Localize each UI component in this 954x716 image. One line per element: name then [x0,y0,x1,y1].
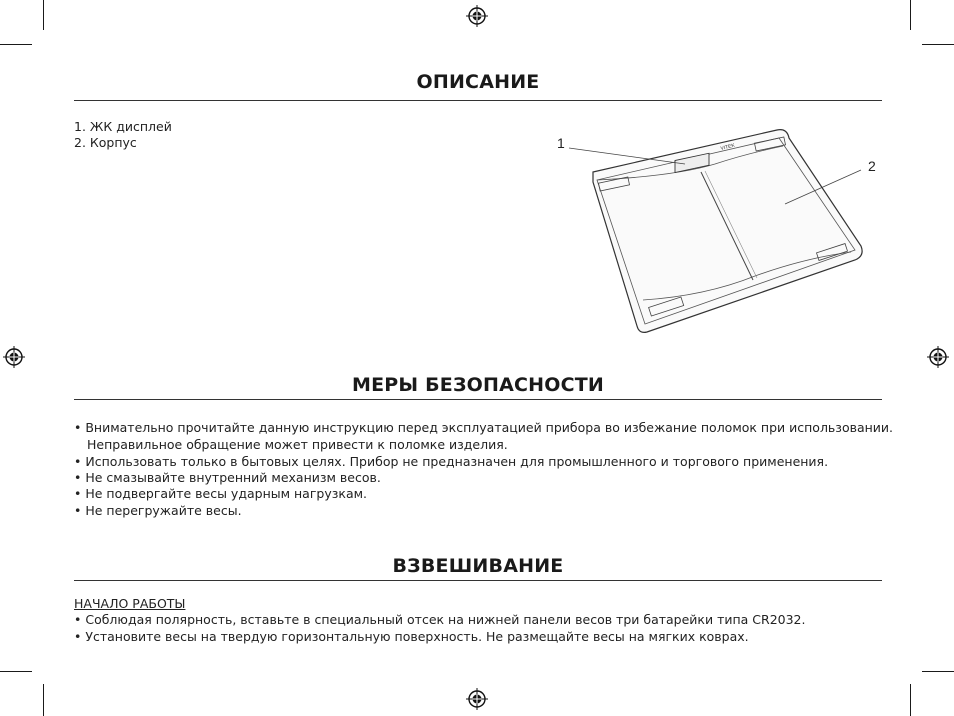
description-item: 1. ЖК дисплей [74,119,172,134]
section-divider [74,580,882,581]
section-divider [74,100,882,101]
safety-line: • Не перегружайте весы. [74,503,242,518]
crop-mark [910,0,911,30]
registration-mark-icon [927,346,949,368]
section-title-weighing: ВЗВЕШИВАНИЕ [392,555,564,577]
scale-brand-label: VITEK [720,142,736,152]
safety-line: • Не подвергайте весы ударным нагрузкам. [74,486,368,501]
registration-mark-icon [3,346,25,368]
weighing-line: • Соблюдая полярность, вставьте в специальный отсек на нижней панели весов три батарейки типа CR2032. [74,612,806,627]
section-title-description: ОПИСАНИЕ [416,71,540,93]
crop-mark [910,684,911,716]
section-title-safety: МЕРЫ БЕЗОПАСНОСТИ [351,374,605,396]
registration-mark-icon [466,688,488,710]
crop-mark [43,0,44,30]
crop-mark [922,671,954,672]
safety-line: Неправильное обращение может привести к поломке изделия. [87,437,508,452]
callout-number: 2 [868,158,876,174]
crop-mark [43,684,44,716]
safety-line: • Использовать только в бытовых целях. Прибор не предназначен для промышленного и торгового применения. [74,454,829,469]
weighing-subtitle: НАЧАЛО РАБОТЫ [74,596,186,611]
crop-mark [0,671,32,672]
callout-number: 1 [557,135,565,151]
crop-mark [922,44,954,45]
safety-line: • Внимательно прочитайте данную инструкцию перед эксплуатацией прибора во избежание поломок при использовании. [74,420,894,435]
description-item: 2. Корпус [74,135,137,150]
weighing-line: • Установите весы на твердую горизонтальную поверхность. Не размещайте весы на мягких коврах. [74,629,749,644]
section-divider [74,399,882,400]
scale-illustration [555,126,885,338]
safety-line: • Не смазывайте внутренний механизм весов. [74,470,381,485]
crop-mark [0,44,32,45]
registration-mark-icon [466,5,488,27]
